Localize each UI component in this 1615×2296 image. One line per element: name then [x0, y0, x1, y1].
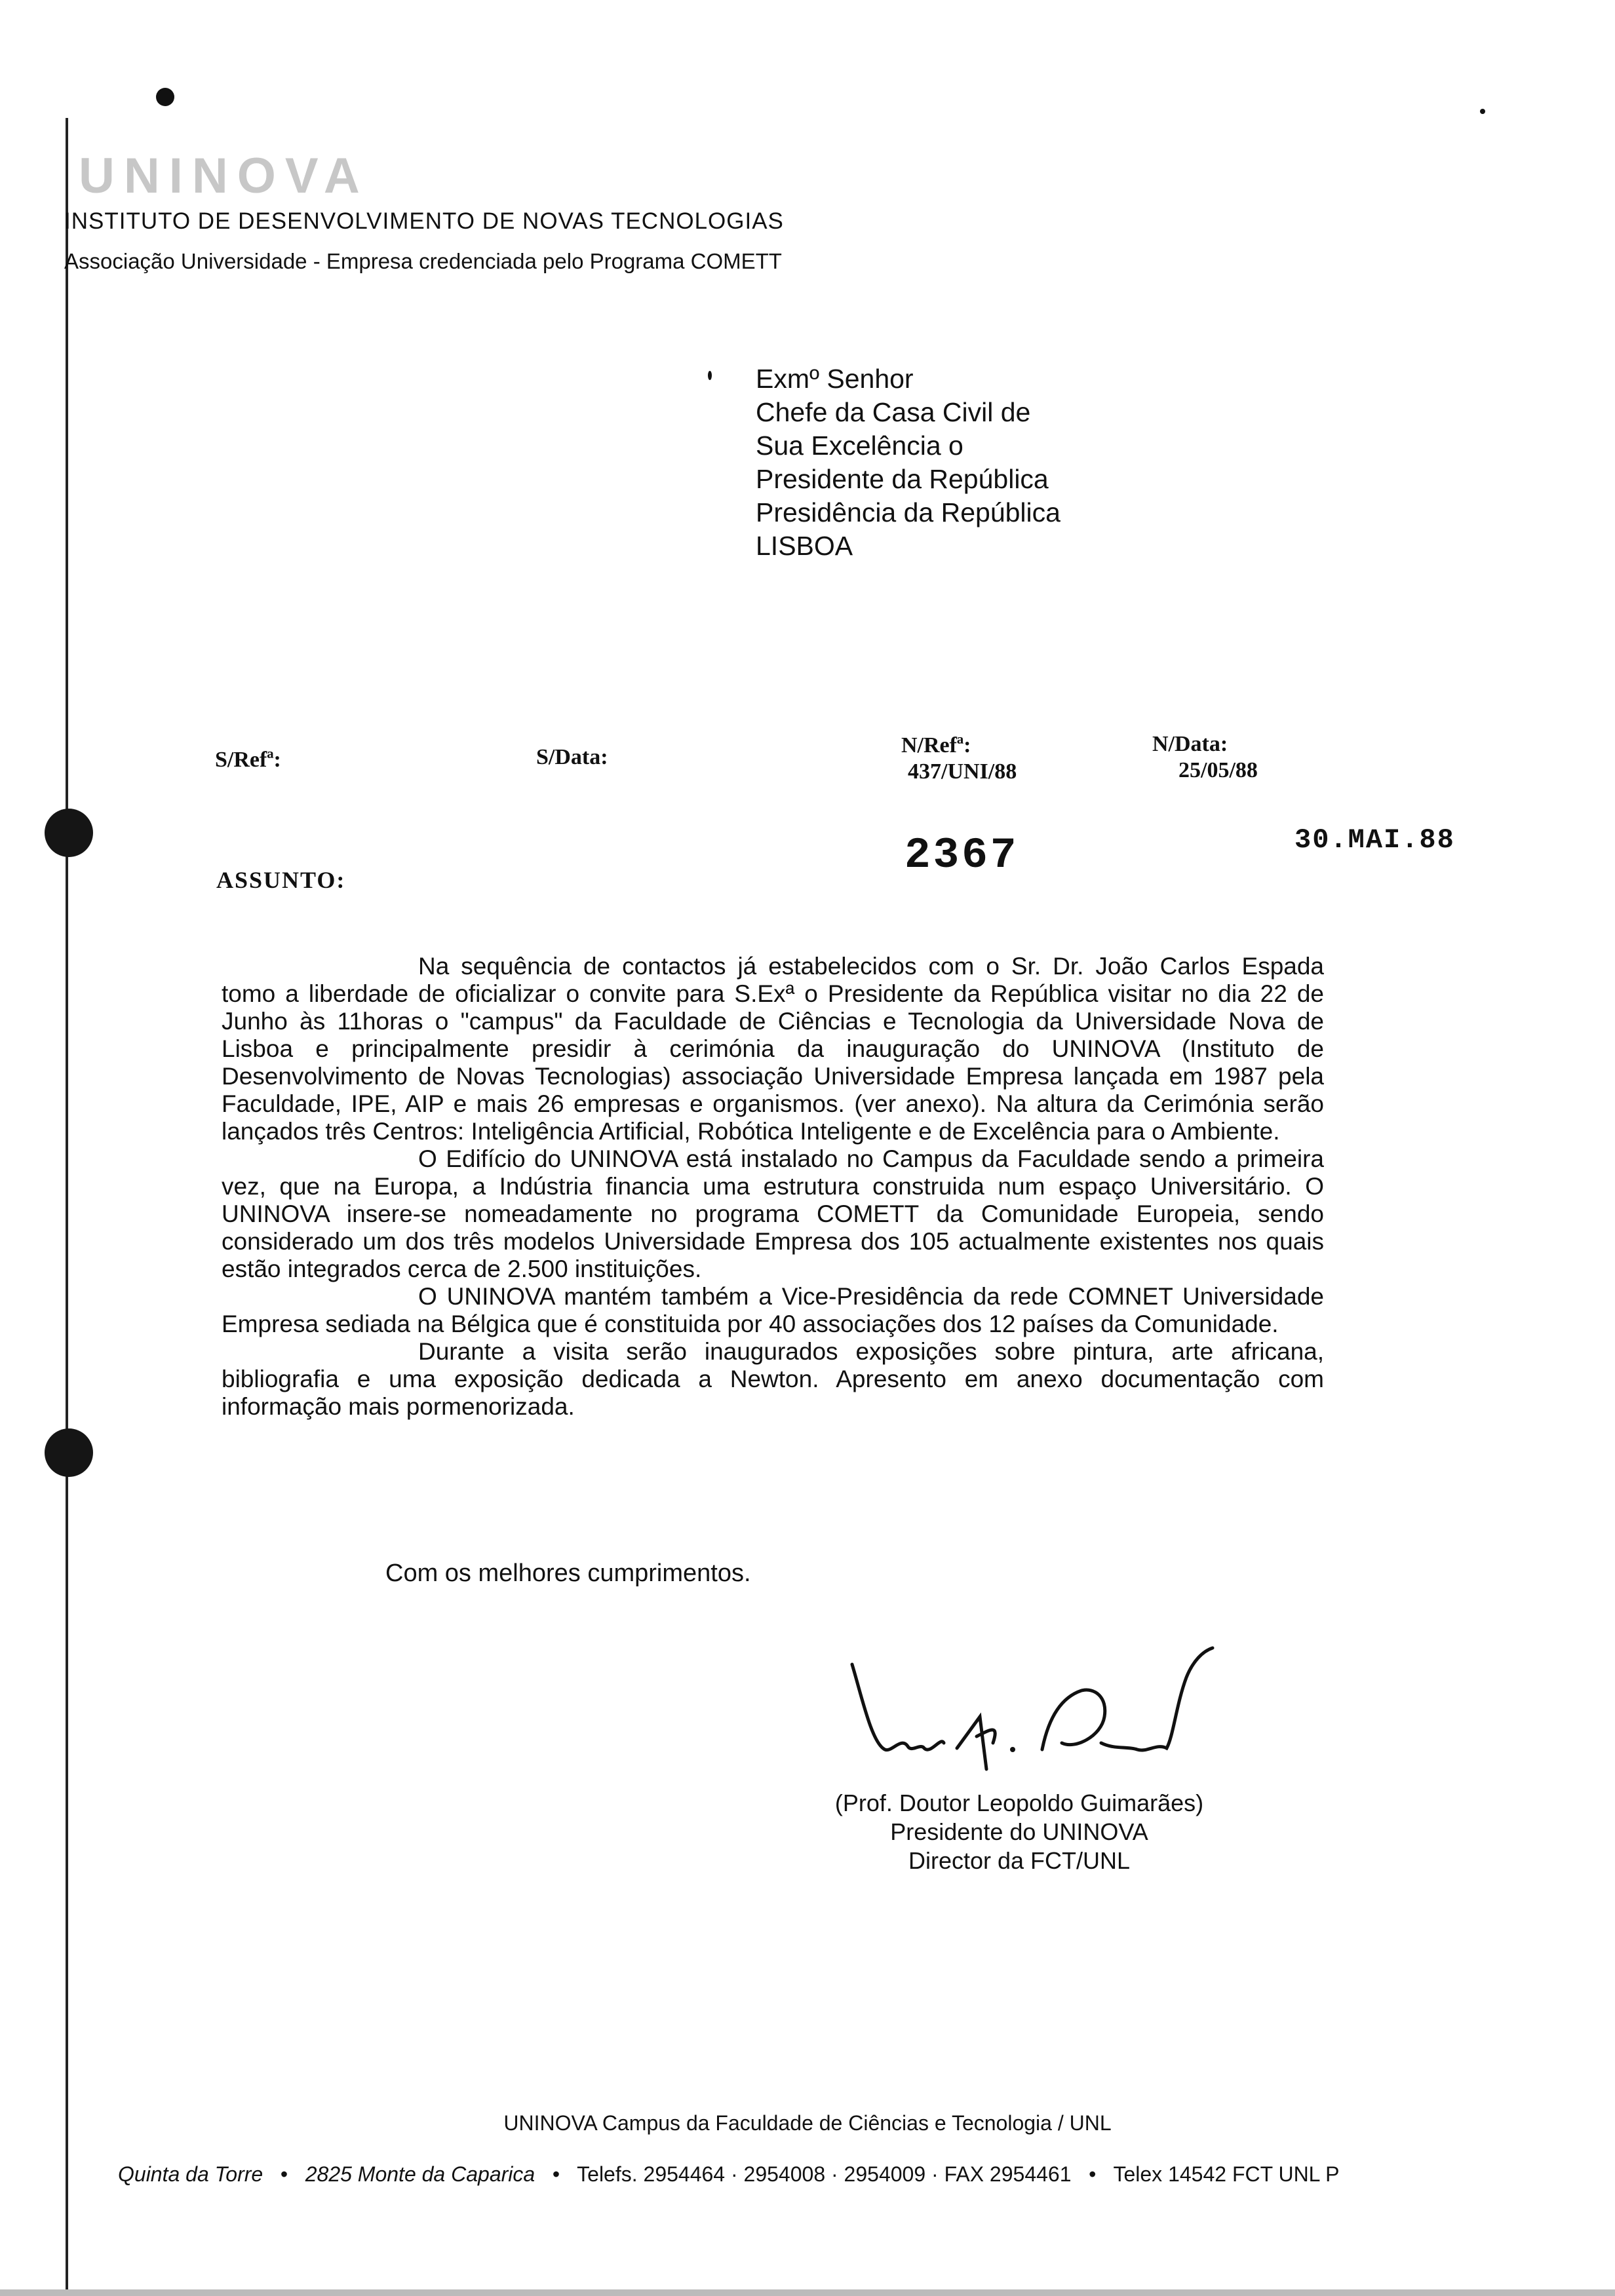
footer-separator: •: [269, 2162, 300, 2186]
n-ref-block: [901, 733, 1017, 785]
recipient-line: Sua Excelência o: [756, 430, 963, 461]
scan-speck: [708, 371, 712, 380]
signer-name: (Prof. Doutor Leopoldo Guimarães): [834, 1789, 1204, 1816]
footer-city: 2825 Monte da Caparica: [305, 2162, 535, 2186]
signer-role: Presidente do UNINOVA: [890, 1818, 1148, 1845]
recipient-line: LISBOA: [756, 531, 853, 561]
n-ref-value: 437/UNI/88: [908, 759, 1017, 784]
n-data-label: N/Data:: [1152, 732, 1228, 756]
body-paragraph: O Edifício do UNINOVA está instalado no Campus da Faculdade sendo a primeira vez, que na Europa, a Indústria financia uma estrutura construida num espaço Universitário. O UNINOVA insere-se nomeadamente no programa COMETT da Comunidade Europeia, sendo considerado um dos três modelos Universidade Empresa dos 105 actualmente existentes nos quais estão integrados cerca de 2.500 instituições.: [222, 1145, 1324, 1282]
closing-line: Com os melhores cumprimentos.: [385, 1559, 751, 1587]
punch-hole: [45, 809, 93, 857]
footer-telex: Telex 14542 FCT UNL P: [1113, 2162, 1340, 2186]
recipient-line: Presidência da República: [756, 497, 1060, 527]
letter-body: [222, 953, 1324, 1421]
subject-label: ASSUNTO:: [216, 867, 346, 893]
handwritten-signature: [846, 1638, 1226, 1776]
n-data-block: [1152, 731, 1258, 784]
footer-separator: •: [1077, 2162, 1108, 2186]
scan-speck: [156, 88, 174, 106]
registry-stamp-number: 2367: [905, 831, 1019, 880]
institute-name: INSTITUTO DE DESENVOLVIMENTO DE NOVAS TECNOLOGIAS: [64, 208, 784, 234]
scan-bottom-edge: [0, 2289, 1615, 2296]
body-paragraph: O UNINOVA mantém também a Vice-Presidência da rede COMNET Universidade Empresa sediada na Bélgica que é constituida por 40 associações dos 12 países da Comunidade.: [222, 1283, 1324, 1337]
footer-address: Quinta da Torre: [118, 2162, 263, 2186]
body-paragraph: Durante a visita serão inaugurados exposições sobre pintura, arte africana, bibliografia e uma exposição dedicada a Newton. Apresento em anexo documentação com informação mais pormenorizada.: [222, 1338, 1324, 1420]
signer-block: [777, 1789, 1262, 1875]
footer-separator: •: [541, 2162, 572, 2186]
recipient-line: Exmº Senhor: [756, 364, 914, 394]
s-data-label: S/Data:: [536, 745, 608, 769]
recipient-line: Presidente da República: [756, 464, 1049, 494]
s-ref-label: S/Refª:: [215, 748, 281, 772]
recipient-address: [756, 362, 1060, 563]
n-data-value: 25/05/88: [1178, 758, 1258, 782]
punch-hole: [45, 1428, 93, 1477]
signer-role: Director da FCT/UNL: [908, 1847, 1131, 1874]
uninova-logo: UNINOVA: [79, 148, 369, 204]
scan-margin-line: [66, 118, 68, 2293]
footer-contact: [118, 2162, 1340, 2187]
footer-phones: Telefs. 2954464 · 2954008 · 2954009 · FAX 2954461: [577, 2162, 1072, 2186]
body-paragraph: Na sequência de contactos já estabelecidos com o Sr. Dr. João Carlos Espada tomo a liberdade de oficializar o convite para S.Exª o Presidente da República visitar no dia 22 de Junho às 11horas o "campus" da Faculdade de Ciências e Tecnologia da Universidade Nova de Lisboa e principalmente presidir à cerimónia da inauguração do UNINOVA (Instituto de Desenvolvimento de Novas Tecnologias) associação Universidade Empresa lançada em 1987 pela Faculdade, IPE, AIP e mais 26 empresas e organismos. (ver anexo). Na altura da Cerimónia serão lançados três Centros: Inteligência Artificial, Robótica Inteligente e de Excelência para o Ambiente.: [222, 953, 1324, 1145]
recipient-line: Chefe da Casa Civil de: [756, 397, 1031, 427]
footer-campus: UNINOVA Campus da Faculdade de Ciências e Tecnologia / UNL: [503, 2111, 1112, 2135]
association-line: Associação Universidade - Empresa credenciada pelo Programa COMETT: [64, 249, 782, 273]
registry-stamp-date: 30.MAI.88: [1294, 824, 1455, 856]
n-ref-label: N/Refª:: [901, 733, 971, 757]
scan-speck: [1480, 109, 1485, 114]
